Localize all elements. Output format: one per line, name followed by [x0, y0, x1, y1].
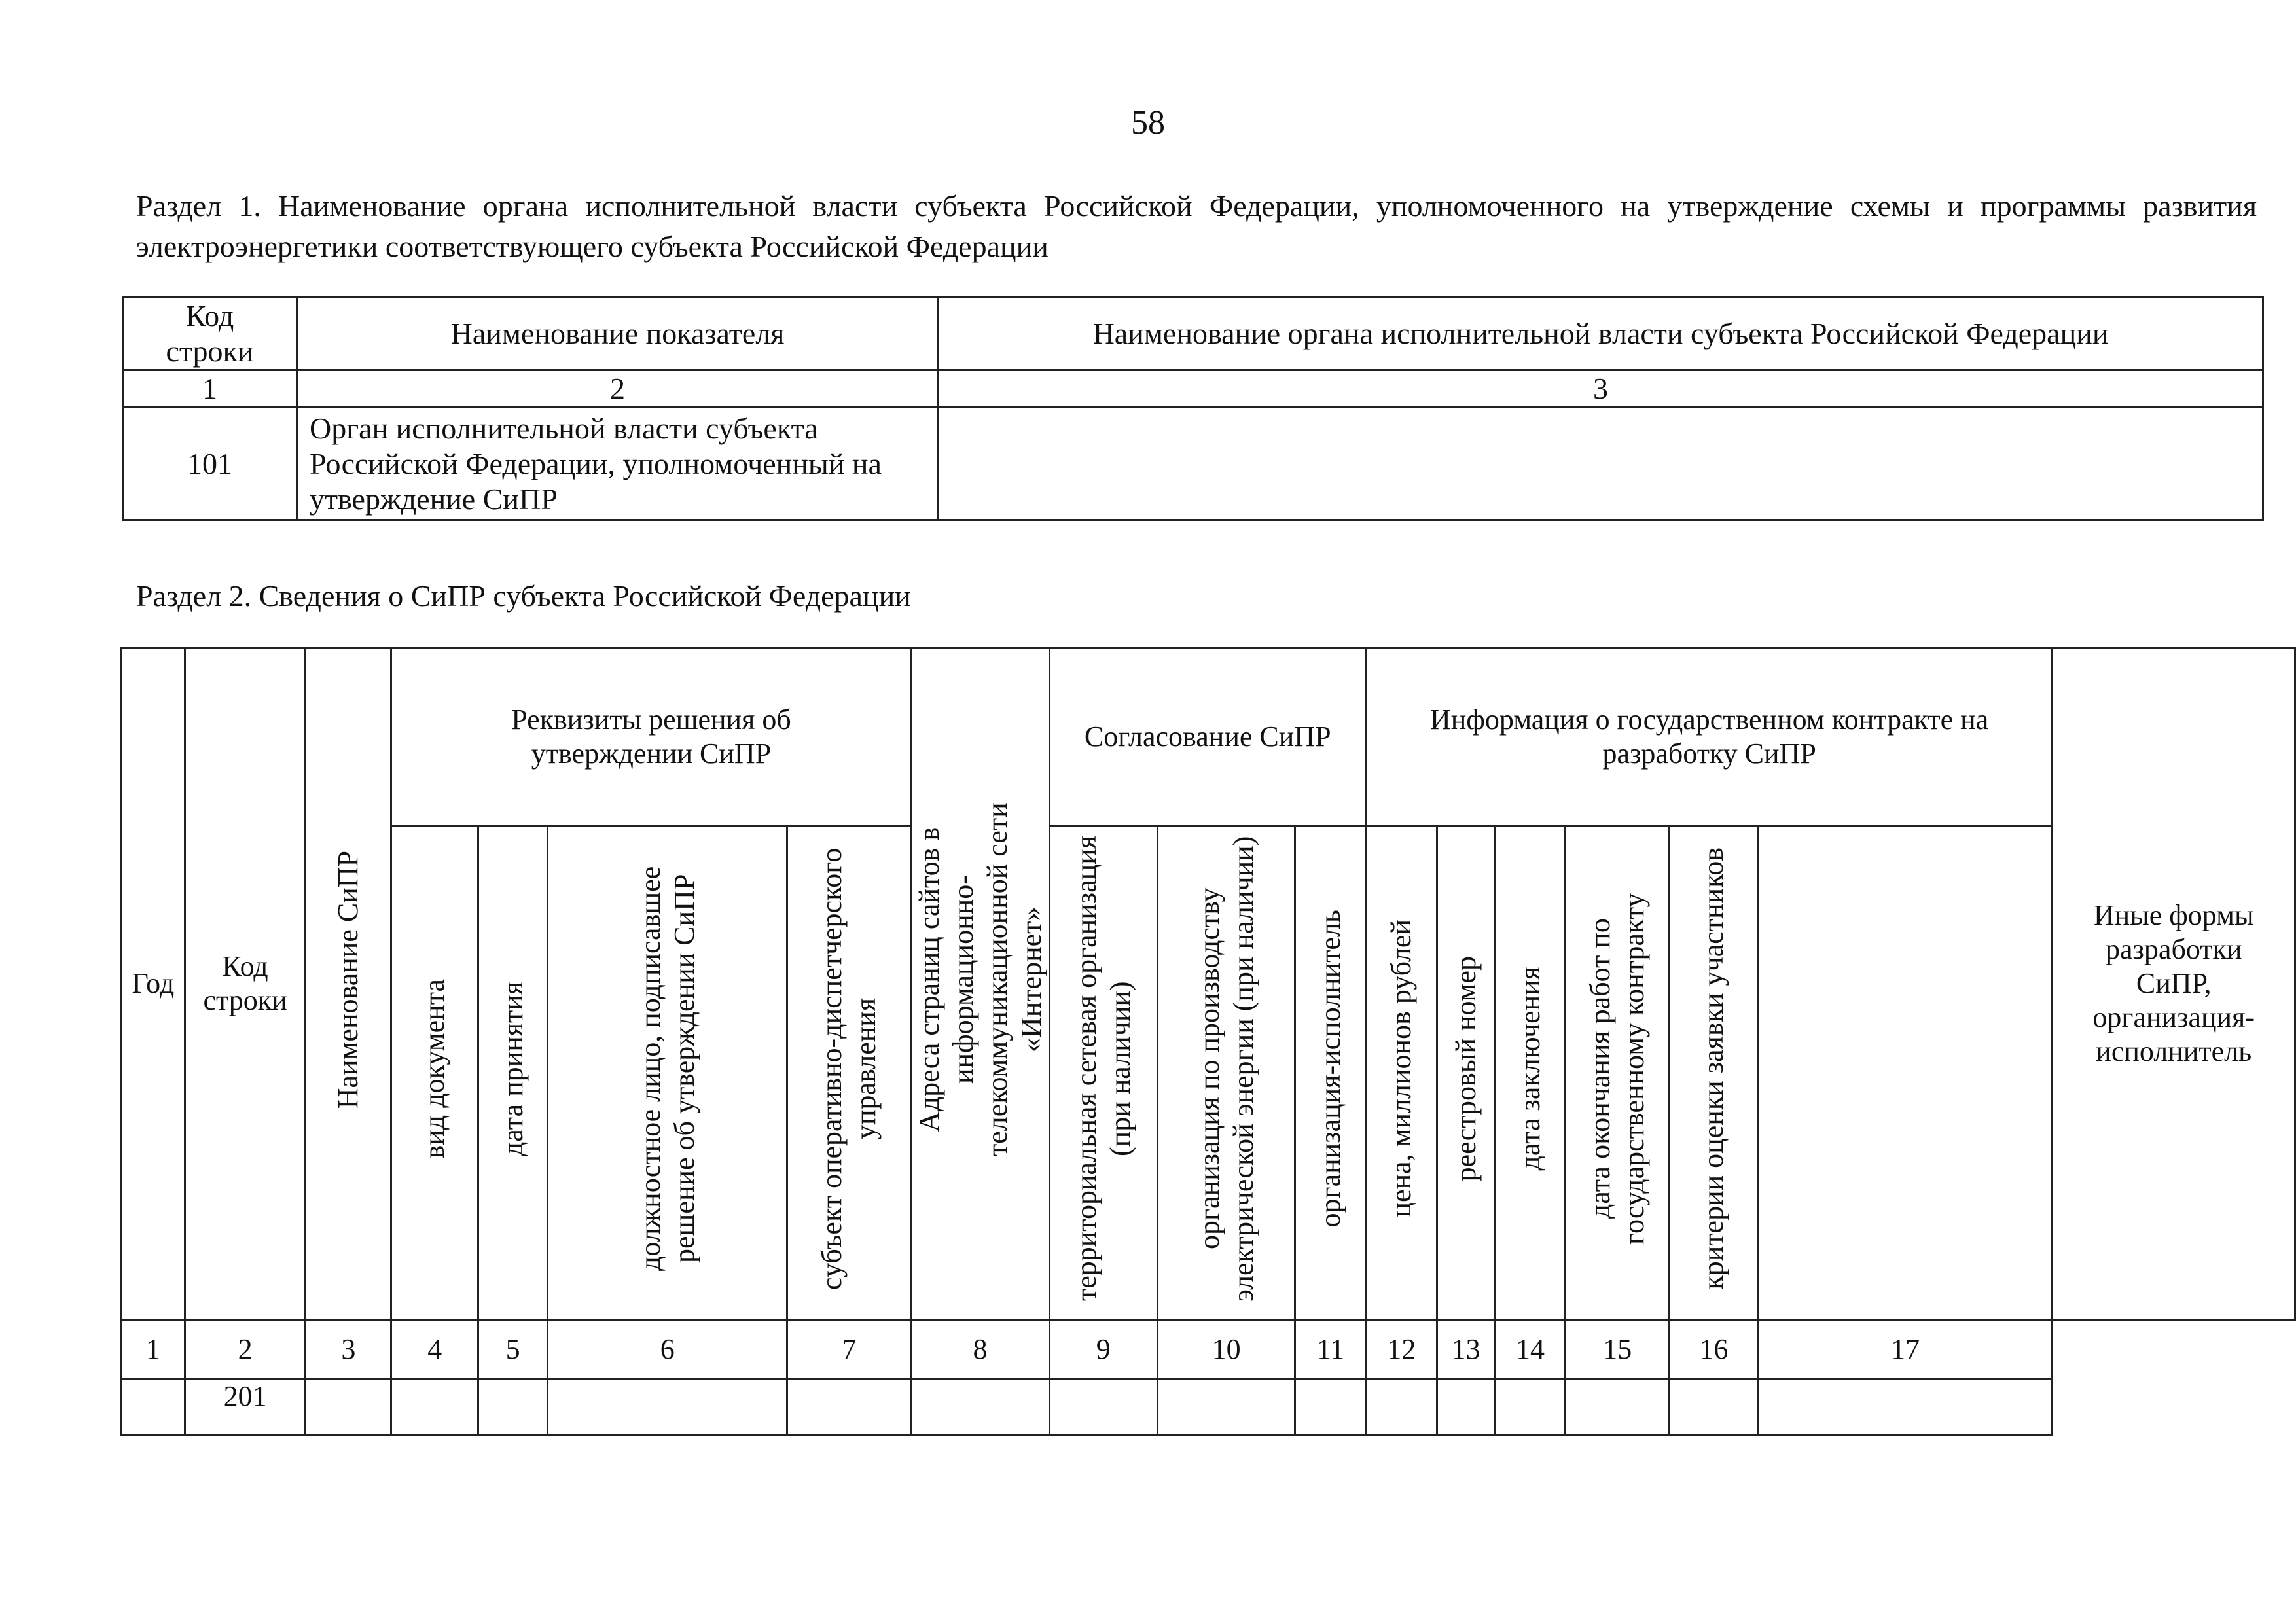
- header-grid-organization-text: территориальная сетевая организация (при наличии): [1069, 836, 1136, 1302]
- page-number: 58: [1131, 104, 1165, 141]
- header-completion-date-text: дата окончания работ по государственному контракту: [1584, 893, 1651, 1245]
- table-2-number-row: [122, 1320, 2295, 1379]
- cell-empty: [1437, 1379, 1494, 1435]
- column-number: 11: [1295, 1320, 1367, 1379]
- column-number: 7: [787, 1320, 911, 1379]
- column-number: 6: [548, 1320, 787, 1379]
- cell-year: [122, 1379, 185, 1435]
- column-number: 12: [1366, 1320, 1437, 1379]
- header-adoption-date: [478, 826, 547, 1320]
- header-document-type-text: вид документа: [418, 978, 451, 1159]
- column-number: 9: [1049, 1320, 1157, 1379]
- header-website-addresses: [911, 648, 1049, 1320]
- header-document-type: [391, 826, 478, 1320]
- cell-empty: [1495, 1379, 1566, 1435]
- column-number: 14: [1495, 1320, 1566, 1379]
- header-year: Год: [122, 648, 185, 1320]
- column-number: 2: [297, 370, 939, 408]
- header-contractor: [1295, 826, 1367, 1320]
- cell-empty: [911, 1379, 1049, 1435]
- cell-empty: [787, 1379, 911, 1435]
- header-dispatch-subject-text: субъект оперативно-диспетчерского управления: [816, 847, 882, 1290]
- cell-empty: [391, 1379, 478, 1435]
- column-number: 13: [1437, 1320, 1494, 1379]
- table-2-header-row-sub: [122, 826, 2295, 1320]
- header-sipr-name: [306, 648, 391, 1320]
- header-registry-number-text: реестровый номер: [1449, 955, 1482, 1182]
- header-generation-organization-text: организация по производству электрической энергии (при наличии): [1193, 836, 1259, 1302]
- table-1-number-row: [123, 370, 2263, 408]
- column-number: 2: [185, 1320, 306, 1379]
- column-number: 8: [911, 1320, 1049, 1379]
- cell-empty: [478, 1379, 547, 1435]
- table-1-header-row: [123, 297, 2263, 370]
- header-registry-number: [1437, 826, 1494, 1320]
- column-number: 17: [1758, 1320, 2053, 1379]
- column-number: 10: [1157, 1320, 1295, 1379]
- header-row-code: Код строки: [185, 648, 306, 1320]
- cell-empty: [306, 1379, 391, 1435]
- cell-empty: [1295, 1379, 1367, 1435]
- header-conclusion-date-text: дата заключения: [1513, 967, 1546, 1171]
- header-price: [1366, 826, 1437, 1320]
- header-evaluation-criteria: [1669, 826, 1758, 1320]
- header-website-addresses-text: Адреса страниц сайтов в информационно-телекоммуникационной сети «Интернет»: [912, 802, 1047, 1157]
- section-2-title: Раздел 2. Сведения о СиПР субъекта Российской Федерации: [136, 579, 911, 613]
- cell-empty: [548, 1379, 787, 1435]
- header-contractor-text: организация-исполнитель: [1314, 910, 1347, 1228]
- header-completion-date: [1566, 826, 1669, 1320]
- table-2-header-row-top: [122, 648, 2295, 826]
- row-code: 101: [123, 408, 297, 520]
- header-evaluation-criteria-text: критерии оценки заявки участников: [1697, 847, 1730, 1290]
- column-number: 3: [939, 370, 2263, 408]
- table-1-row-101: [123, 408, 2263, 520]
- header-signing-official-text: должностное лицо, подписавшее решение об утверждении СиПР: [634, 866, 700, 1272]
- column-number: 4: [391, 1320, 478, 1379]
- section-1-table: [122, 296, 2264, 521]
- cell-empty: [1758, 1379, 2053, 1435]
- header-authority-name: Наименование органа исполнительной власти субъекта Российской Федерации: [939, 297, 2263, 370]
- cell-empty: [1566, 1379, 1669, 1435]
- cell-empty: [1157, 1379, 1295, 1435]
- row-code: 201: [185, 1379, 306, 1435]
- section-1-title: Раздел 1. Наименование органа исполнительной власти субъекта Российской Федерации, уполномоченного на утверждение схемы и программы развития электроэнергетики соответствующего субъекта Российской Федерации: [136, 189, 2257, 263]
- header-indicator-name: Наименование показателя: [297, 297, 939, 370]
- header-sipr-name-text: Наименование СиПР: [332, 850, 365, 1109]
- cell-empty: [1049, 1379, 1157, 1435]
- header-generation-organization: [1157, 826, 1295, 1320]
- section-2-table: [120, 647, 2296, 1436]
- header-dispatch-subject: [787, 826, 911, 1320]
- column-number: 1: [122, 1320, 185, 1379]
- table-2-row-201: [122, 1379, 2295, 1435]
- header-signing-official: [548, 826, 787, 1320]
- cell-empty: [1366, 1379, 1437, 1435]
- header-group-requisites: Реквизиты решения об утверждении СиПР: [391, 648, 911, 826]
- column-number: 3: [306, 1320, 391, 1379]
- header-group-contract: Информация о государственном контракте на разработку СиПР: [1366, 648, 2053, 826]
- authority-value: [939, 408, 2263, 520]
- indicator-name: Орган исполнительной власти субъекта Российской Федерации, уполномоченный на утверждение СиПР: [297, 408, 939, 520]
- column-number: 15: [1566, 1320, 1669, 1379]
- column-number: 5: [478, 1320, 547, 1379]
- header-row-code: Код строки: [123, 297, 297, 370]
- header-adoption-date-text: дата принятия: [496, 981, 529, 1156]
- header-price-text: цена, миллионов рублей: [1385, 919, 1418, 1218]
- cell-empty: [1669, 1379, 1758, 1435]
- column-number: 1: [123, 370, 297, 408]
- header-group-approval: Согласование СиПР: [1049, 648, 1366, 826]
- header-grid-organization: [1049, 826, 1157, 1320]
- header-conclusion-date: [1495, 826, 1566, 1320]
- header-other-forms: Иные формы разработки СиПР, организация-исполнитель: [2053, 648, 2295, 1320]
- column-number: 16: [1669, 1320, 1758, 1379]
